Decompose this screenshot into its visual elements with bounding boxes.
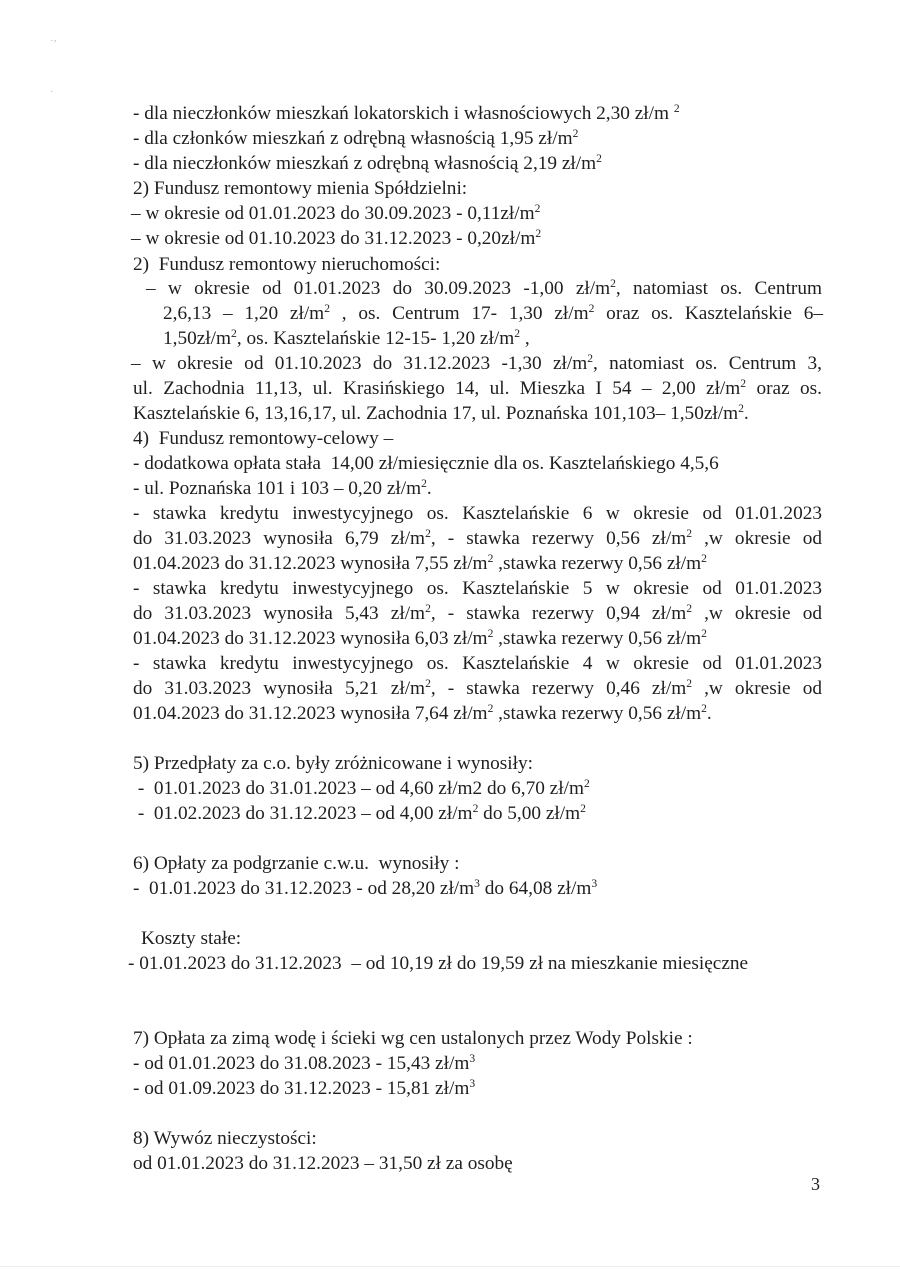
text-line: 01.04.2023 do 31.12.2023 wynosiła 7,64 $zł/m^2$ ,stawka rezerwy 0,56 $zł/m^2$. xyxy=(133,701,712,724)
scan-speck: ˙’ xyxy=(50,39,57,50)
text-line: - od 01.01.2023 do 31.08.2023 - 15,43 $zł/m^3$ xyxy=(133,1051,476,1074)
text-line: 01.04.2023 do 31.12.2023 wynosiła 7,55 $zł/m^2$ ,stawka rezerwy 0,56 $zł/m^2$ xyxy=(133,551,707,574)
text-line: do 31.03.2023 wynosiła 5,21 $zł/m^2$, - stawka rezerwy 0,46 $zł/m^2$ ,w okresie od xyxy=(133,676,822,699)
section-heading: 2) Fundusz remontowy mienia Spółdzielni: xyxy=(133,178,468,199)
text-line: $1,50zł/m^2$, os. Kasztelańskie 12-15- 1,20 $zł/m^2$ , xyxy=(163,326,530,349)
text-line: – w okresie od 01.01.2023 do 30.09.2023 -1,00 $zł/m^2$, natomiast os. Centrum xyxy=(146,276,822,299)
text-line: - dla nieczłonków mieszkań lokatorskich i własnościowych 2,30 zł/m $^2$ xyxy=(133,101,680,124)
text-line: do 31.03.2023 wynosiła 6,79 $zł/m^2$, - stawka rezerwy 0,56 $zł/m^2$ ,w okresie od xyxy=(133,526,822,549)
text-line: Kasztelańskie 6, 13,16,17, ul. Zachodnia 17, ul. Poznańska 101,103– $1,50zł/m^2$. xyxy=(133,401,749,424)
section-heading: 2) Fundusz remontowy nieruchomości: xyxy=(133,254,441,275)
section-heading: 5) Przedpłaty za c.o. były zróżnicowane i wynosiły: xyxy=(133,753,533,774)
text-line: ul. Zachodnia 11,13, ul. Krasińskiego 14, ul. Mieszka I 54 – 2,00 $zł/m^2$ oraz os. xyxy=(133,376,822,399)
text-line: od 01.01.2023 do 31.12.2023 – 31,50 zł za osobę xyxy=(133,1153,513,1174)
text-line: - dla członków mieszkań z odrębną własnością 1,95 $zł/m^2$ xyxy=(133,126,579,149)
text-line: - dodatkowa opłata stała 14,00 zł/miesięcznie dla os. Kasztelańskiego 4,5,6 xyxy=(133,453,719,474)
section-heading: 7) Opłata za zimą wodę i ścieki wg cen ustalonych przez Wody Polskie : xyxy=(133,1028,693,1049)
text-line: 2,6,13 – 1,20 $zł/m^2$ , os. Centrum 17- 1,30 $zł/m^2$ oraz os. Kasztelańskie 6– xyxy=(163,301,823,324)
text-line: 01.04.2023 do 31.12.2023 wynosiła 6,03 $zł/m^2$ ,stawka rezerwy 0,56 $zł/m^2$ xyxy=(133,626,707,649)
section-heading: 8) Wywóz nieczystości: xyxy=(133,1128,317,1149)
text-line: – w okresie od 01.10.2023 do 31.12.2023 -1,30 $zł/m^2$, natomiast os. Centrum 3, xyxy=(131,351,822,374)
text-line: – w okresie od 01.10.2023 do $31.12.2023 - 0,20zł/m^2$ xyxy=(131,226,542,249)
scan-speck: · xyxy=(50,87,54,98)
text-line: - 01.01.2023 do 31.12.2023 – od 10,19 zł do 19,59 zł na mieszkanie miesięczne xyxy=(128,953,749,974)
text-line: - stawka kredytu inwestycyjnego os. Kasztelańskie 4 w okresie od 01.01.2023 xyxy=(133,653,822,674)
text-line: - stawka kredytu inwestycyjnego os. Kasztelańskie 5 w okresie od 01.01.2023 xyxy=(133,578,822,599)
text-line: – w okresie od 01.01.2023 do $30.09.2023 - 0,11zł/m^2$ xyxy=(131,201,541,224)
text-line: - stawka kredytu inwestycyjnego os. Kasztelańskie 6 w okresie od 01.01.2023 xyxy=(133,503,822,524)
section-heading: 4) Fundusz remontowy-celowy – xyxy=(133,428,394,449)
text-line: - ul. Poznańska 101 i 103 – 0,20 $zł/m^2$. xyxy=(133,476,432,499)
text-line: - 01.01.2023 do 31.01.2023 – od 4,60 zł/m2 do 6,70 $zł/m^2$ xyxy=(133,776,590,799)
scan-edge xyxy=(0,1266,900,1267)
text-line: - 01.02.2023 do 31.12.2023 – od 4,00 $zł/m^2$ do 5,00 $zł/m^2$ xyxy=(133,801,586,824)
section-heading: 6) Opłaty za podgrzanie c.w.u. wynosiły : xyxy=(133,853,460,874)
text-line: do 31.03.2023 wynosiła 5,43 $zł/m^2$, - stawka rezerwy 0,94 $zł/m^2$ ,w okresie od xyxy=(133,601,822,624)
text-line: - dla nieczłonków mieszkań z odrębną własnością 2,19 $zł/m^2$ xyxy=(133,151,602,174)
text-line: - 01.01.2023 do 31.12.2023 - od 28,20 $zł/m^3$ do 64,08 $zł/m^3$ xyxy=(133,876,598,899)
section-heading: Koszty stałe: xyxy=(141,928,242,949)
text-line: - od 01.09.2023 do 31.12.2023 - 15,81 $zł/m^3$ xyxy=(133,1076,476,1099)
page-number: 3 xyxy=(811,1174,820,1194)
